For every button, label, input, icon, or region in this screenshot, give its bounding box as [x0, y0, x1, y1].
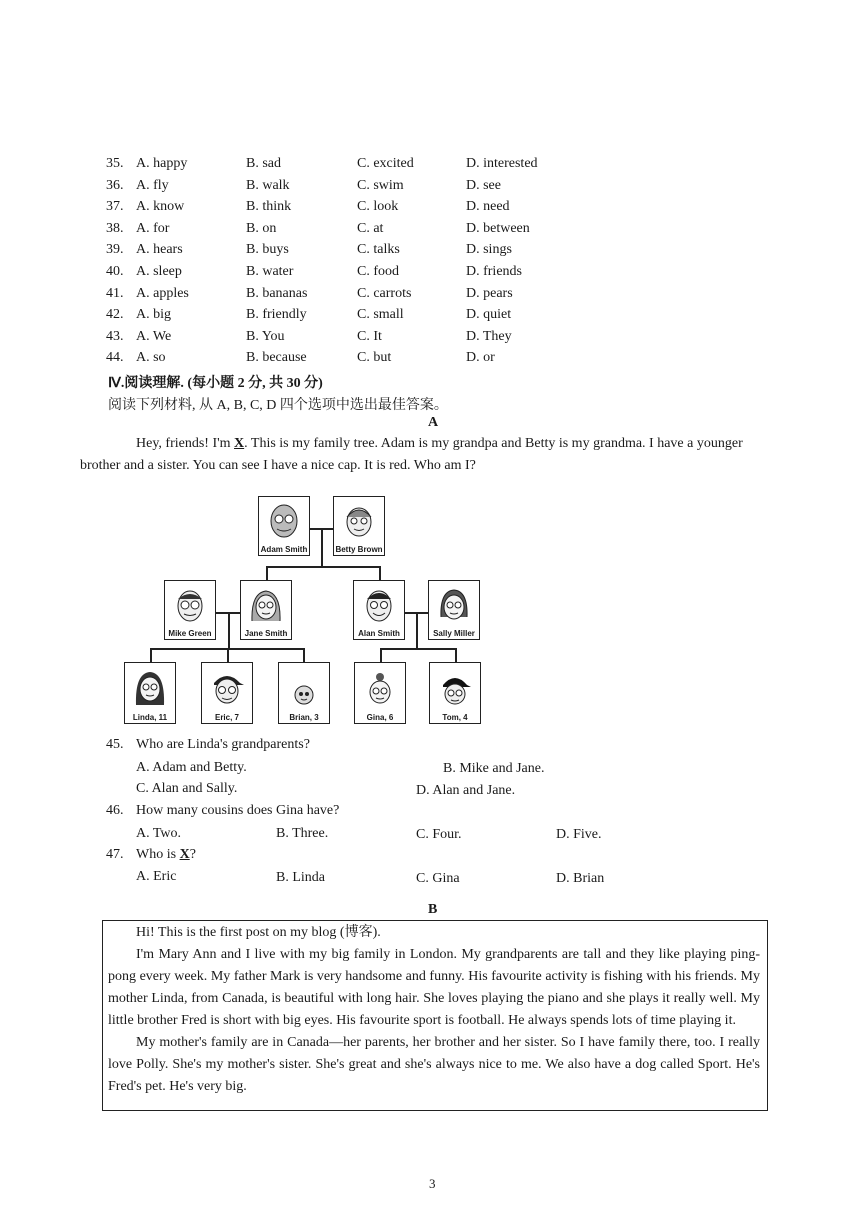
passage-a-text	[80, 433, 760, 477]
cloze-option-b: B. bananas	[246, 285, 308, 301]
person-adam-smith	[258, 496, 310, 556]
cloze-question-number: 42.	[106, 307, 124, 323]
cloze-question-number: 38.	[106, 220, 124, 236]
q46-option-b: B. Three.	[276, 826, 329, 841]
cloze-option-row	[0, 350, 868, 370]
cloze-option-a: A. hears	[136, 242, 183, 258]
tree-connector	[266, 566, 268, 580]
grandma-face-icon	[342, 503, 376, 539]
blog-text	[108, 922, 760, 1098]
cloze-option-b: B. walk	[246, 177, 290, 193]
question-number-47: 47.	[106, 847, 124, 862]
tree-connector	[380, 648, 456, 650]
cloze-question-number: 41.	[106, 285, 124, 301]
cloze-option-a: A. sleep	[136, 264, 182, 279]
cloze-option-b: B. on	[246, 220, 277, 236]
cloze-option-row	[0, 221, 868, 241]
man-face-icon	[173, 587, 207, 623]
q47-stem-start: Who is	[136, 847, 180, 862]
question-stem-46: How many cousins does Gina have?	[136, 803, 340, 818]
cloze-question-number: 43.	[106, 328, 124, 344]
tree-connector	[150, 648, 152, 662]
cloze-option-c: C. excited	[357, 156, 414, 171]
cloze-option-c: C. but	[357, 350, 392, 366]
woman-face-icon	[437, 587, 471, 623]
cloze-option-c: C. talks	[357, 242, 400, 258]
label-sally-miller: Sally Miller	[433, 629, 475, 638]
cloze-option-b: B. sad	[246, 156, 281, 171]
label-tom: Tom, 4	[442, 713, 468, 722]
cloze-option-b: B. water	[246, 264, 294, 279]
q45-option-b: B. Mike and Jane.	[443, 761, 545, 776]
tree-connector	[228, 613, 230, 649]
passage-a-line1-end: . This is my family tree. Adam is my grandpa and Betty is my grandma. I have a younger	[244, 436, 743, 451]
cloze-option-d: D. They	[466, 328, 512, 344]
tree-connector	[455, 648, 457, 662]
q46-option-c: C. Four.	[416, 827, 462, 842]
woman-face-icon	[249, 587, 283, 623]
cloze-option-b: B. You	[246, 328, 285, 344]
q47-option-d: D. Brian	[556, 871, 605, 886]
tree-connector	[379, 566, 381, 580]
q47-option-b: B. Linda	[276, 870, 325, 885]
passage-a-line1-start: Hey, friends! I'm	[136, 436, 235, 451]
label-eric: Eric, 7	[214, 713, 239, 722]
cloze-option-row	[0, 286, 868, 306]
section-heading: Ⅳ.阅读理解. (每小题 2 分, 共 30 分)	[108, 376, 323, 391]
cloze-option-c: C. food	[357, 264, 399, 279]
tree-connector	[321, 529, 323, 567]
person-sally-miller	[428, 580, 480, 640]
cloze-option-a: A. apples	[136, 285, 189, 301]
q47-option-a: A. Eric	[136, 869, 177, 884]
cloze-option-a: A. big	[136, 307, 171, 323]
cloze-option-row	[0, 178, 868, 198]
girl-face-icon	[133, 669, 167, 707]
person-linda	[124, 662, 176, 724]
cloze-option-d: D. or	[466, 350, 495, 366]
cloze-option-c: C. look	[357, 199, 399, 215]
passage-a-label: A	[428, 415, 439, 430]
cloze-option-d: D. between	[466, 220, 530, 236]
q45-option-c: C. Alan and Sally.	[136, 781, 238, 796]
cloze-question-number: 44.	[106, 350, 124, 366]
cloze-option-c: C. small	[357, 307, 404, 323]
label-mike-green: Mike Green	[168, 629, 212, 638]
cloze-option-d: D. quiet	[466, 307, 512, 323]
cloze-option-a: A. fly	[136, 177, 169, 193]
cloze-option-d: D. interested	[466, 156, 538, 171]
q47-option-c: C. Gina	[416, 871, 460, 886]
tree-connector	[266, 566, 380, 568]
label-gina: Gina, 6	[366, 713, 394, 722]
label-betty-brown: Betty Brown	[335, 545, 383, 554]
cloze-option-row	[0, 329, 868, 349]
blog-paragraph-2: I'm Mary Ann and I live with my big family in London. My grandparents are tall and they like playing ping-pong every week. My father Mark is very handsome and funny. His favourite activity is fishing with his friends. My mother Linda, from Canada, is beautiful with long hair. She loves playing the piano and she plays it really well. My little brother Fred is short with big eyes. His favourite sport is football. He always spends lots of time playing it.	[108, 947, 760, 1028]
tree-connector	[416, 613, 418, 649]
cloze-option-d: D. need	[466, 199, 510, 215]
label-adam-smith: Adam Smith	[260, 545, 308, 554]
boy-cap-face-icon	[438, 669, 472, 707]
cloze-option-row	[0, 199, 868, 219]
person-tom	[429, 662, 481, 724]
cloze-question-number: 37.	[106, 199, 124, 215]
person-gina	[354, 662, 406, 724]
q45-option-d: D. Alan and Jane.	[416, 783, 516, 798]
girl-face-icon	[363, 669, 397, 707]
tree-connector	[227, 648, 229, 662]
cloze-option-a: A. We	[136, 328, 172, 344]
cloze-option-a: A. happy	[136, 156, 188, 171]
person-mike-green	[164, 580, 216, 640]
cloze-option-row	[0, 242, 868, 262]
person-jane-smith	[240, 580, 292, 640]
cloze-option-b: B. friendly	[246, 307, 307, 323]
cloze-option-d: D. friends	[466, 264, 522, 279]
cloze-option-a: A. know	[136, 199, 185, 215]
question-stem-45: Who are Linda's grandparents?	[136, 737, 310, 752]
person-brian	[278, 662, 330, 724]
label-linda: Linda, 11	[132, 713, 168, 722]
question-number-45: 45.	[106, 737, 124, 752]
cloze-option-c: C. carrots	[357, 285, 412, 301]
cloze-option-d: D. see	[466, 177, 501, 193]
grandpa-face-icon	[267, 503, 301, 539]
label-alan-smith: Alan Smith	[358, 629, 400, 638]
cloze-option-b: B. buys	[246, 242, 289, 258]
cloze-option-b: B. because	[246, 350, 307, 366]
passage-a-line2: brother and a sister. You can see I have a nice cap. It is red. Who am I?	[80, 458, 476, 473]
boy-cap-face-icon	[210, 669, 244, 707]
q47-stem-end: ?	[189, 847, 196, 862]
cloze-option-row	[0, 264, 868, 284]
cloze-option-c: C. at	[357, 220, 384, 236]
cloze-option-row	[0, 307, 868, 327]
cloze-option-a: A. so	[136, 350, 166, 366]
cloze-option-d: D. pears	[466, 285, 513, 301]
blog-paragraph-3: My mother's family are in Canada—her parents, her brother and her sister. So I have family there, too. I really love Polly. She's my mother's sister. She's great and she's always nice to me. We also have a dog called Sport. He's Fred's pet. He's very big.	[108, 1035, 760, 1094]
cloze-question-number: 39.	[106, 242, 124, 258]
person-eric	[201, 662, 253, 724]
question-stem-47	[136, 847, 196, 863]
question-number-46: 46.	[106, 803, 124, 818]
cloze-question-number: 36.	[106, 177, 124, 193]
person-alan-smith	[353, 580, 405, 640]
page-number: 3	[429, 1176, 436, 1191]
mystery-x: X	[234, 436, 245, 451]
cloze-option-d: D. sings	[466, 242, 512, 258]
baby-face-icon	[287, 669, 321, 707]
q46-option-a: A. Two.	[136, 826, 182, 841]
cloze-question-number: 40.	[106, 264, 124, 279]
cloze-question-number: 35.	[106, 156, 124, 171]
q45-option-a: A. Adam and Betty.	[136, 760, 247, 775]
cloze-option-c: C. swim	[357, 177, 404, 193]
tree-connector	[380, 648, 382, 662]
cloze-option-a: A. for	[136, 220, 170, 236]
q47-mystery-x: X	[179, 847, 190, 862]
tree-connector	[303, 648, 305, 662]
cloze-option-b: B. think	[246, 199, 292, 215]
cloze-option-row	[0, 156, 868, 176]
blog-paragraph-1: Hi! This is the first post on my blog (博客).	[136, 925, 381, 940]
q46-option-d: D. Five.	[556, 827, 602, 842]
cloze-option-c: C. It	[357, 328, 382, 344]
label-brian: Brian, 3	[289, 713, 319, 722]
person-betty-brown	[333, 496, 385, 556]
passage-b-label: B	[428, 902, 438, 917]
section-instruction: 阅读下列材料, 从 A, B, C, D 四个选项中选出最佳答案。	[108, 398, 448, 413]
man-face-icon	[362, 587, 396, 623]
label-jane-smith: Jane Smith	[244, 629, 288, 638]
